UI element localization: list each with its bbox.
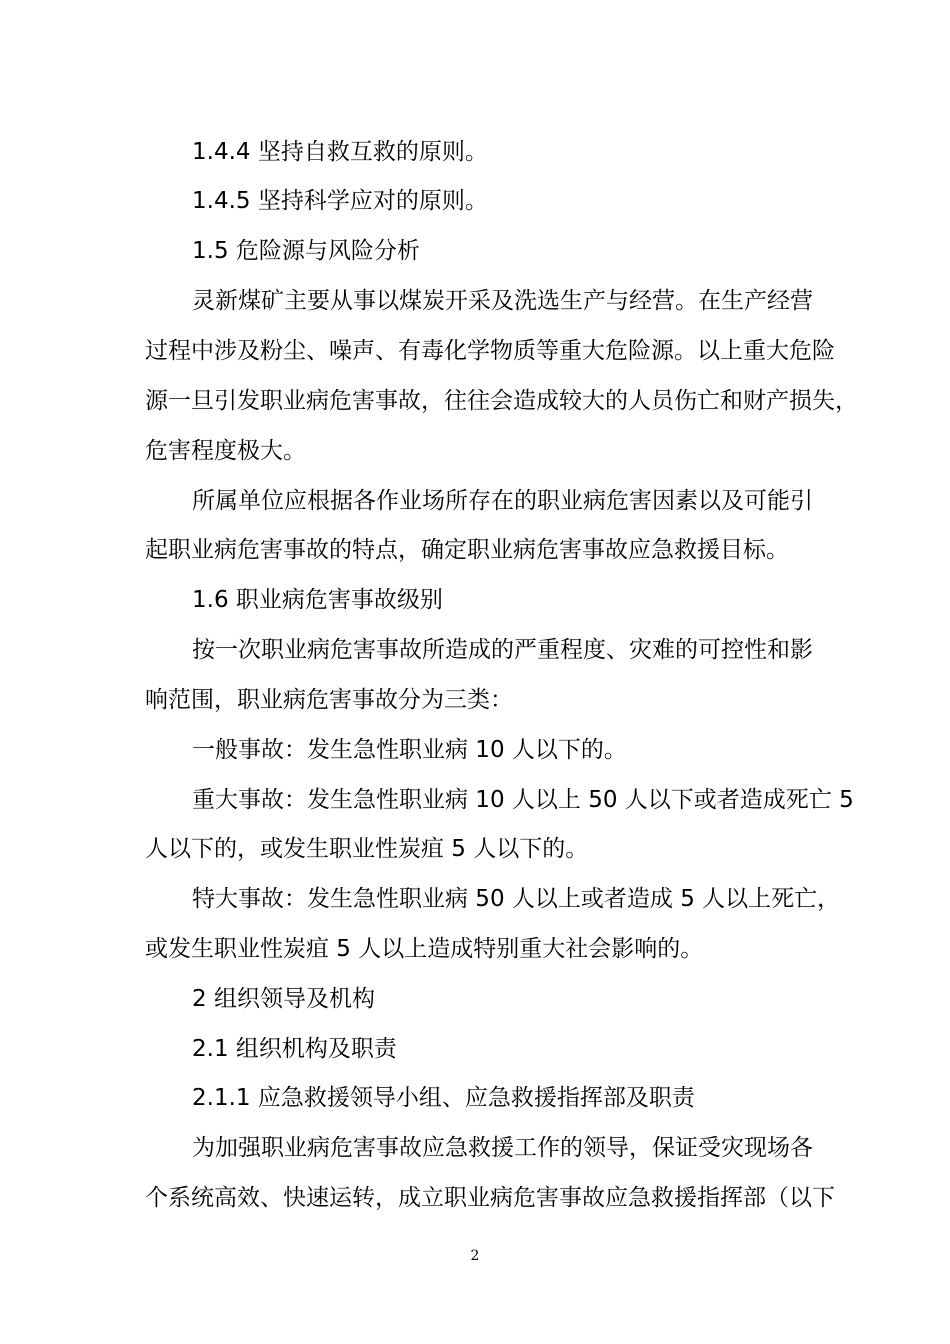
- paragraph-line: 或发生职业性炭疽 5 人以上造成特别重大社会影响的。: [145, 936, 704, 962]
- paragraph-line: 起职业病危害事故的特点，确定职业病危害事故应急救援目标。: [145, 537, 789, 563]
- paragraph-line: 按一次职业病危害事故所造成的严重程度、灾难的可控性和影: [192, 637, 813, 663]
- paragraph-line: 为加强职业病危害事故应急救援工作的领导，保证受灾现场各: [192, 1135, 813, 1161]
- heading-1-4-5: 1.4.5 坚持科学应对的原则。: [192, 188, 488, 214]
- heading-1-4-4: 1.4.4 坚持自救互救的原则。: [192, 139, 488, 165]
- paragraph-line: 特大事故：发生急性职业病 50 人以上或者造成 5 人以上死亡，: [192, 886, 841, 912]
- heading-2-1-1: 2.1.1 应急救援领导小组、应急救援指挥部及职责: [192, 1085, 695, 1111]
- paragraph-line: 灵新煤矿主要从事以煤炭开采及洗选生产与经营。在生产经营: [192, 288, 813, 314]
- paragraph-line: 个系统高效、快速运转，成立职业病危害事故应急救援指挥部（以下: [145, 1185, 835, 1211]
- paragraph-line: 人以下的，或发生职业性炭疽 5 人以下的。: [145, 836, 589, 862]
- paragraph-line: 危害程度极大。: [145, 438, 306, 464]
- heading-2-1: 2.1 组织机构及职责: [192, 1036, 397, 1062]
- paragraph-line: 重大事故：发生急性职业病 10 人以上 50 人以下或者造成死亡 5: [192, 787, 854, 813]
- heading-1-5: 1.5 危险源与风险分析: [192, 238, 420, 264]
- heading-1-6: 1.6 职业病危害事故级别: [192, 587, 443, 613]
- heading-2: 2 组织领导及机构: [192, 986, 375, 1012]
- paragraph-line: 所属单位应根据各作业场所存在的职业病危害因素以及可能引: [192, 488, 813, 514]
- paragraph-line: 响范围，职业病危害事故分为三类：: [145, 687, 513, 713]
- paragraph-line: 过程中涉及粉尘、噪声、有毒化学物质等重大危险源。以上重大危险: [145, 338, 835, 364]
- paragraph-line: 一般事故：发生急性职业病 10 人以下的。: [192, 737, 627, 763]
- paragraph-line: 源一旦引发职业病危害事故，往往会造成较大的人员伤亡和财产损失，: [145, 388, 858, 414]
- page-number: 2: [470, 1248, 480, 1264]
